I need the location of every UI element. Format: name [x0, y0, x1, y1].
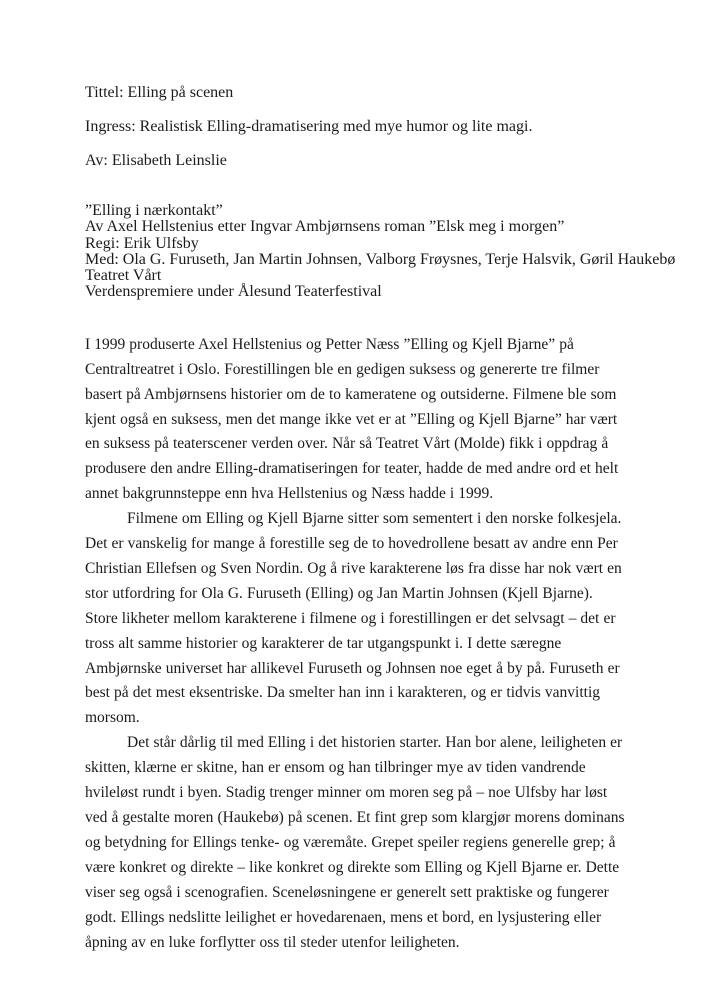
credit-line-cast: Med: Ola G. Furuseth, Jan Martin Johnsen, Valborg Frøysnes, Terje Halsvik, Gøril Haukebø: [85, 250, 676, 268]
credit-line-theatre: Teatret Vårt: [85, 267, 162, 285]
body-paragraph-2: Filmene om Elling og Kjell Bjarne sitter som sementert i den norske folkesjela. Det er vanskelig for mange å forestille seg de to hovedrollene besatt av andre enn Per Christian Ellefsen og Sven Nordin. Og å rive karakterene løs fra disse har nok vært en stor utfordring for Ola G. Furuseth (Elling) og Jan Martin Johnsen (Kjell Bjarne). Store likheter mellom karakterene i filmene og i forestillingen er det selvsagt – det er tross alt samme historier og karakterer de tar utgangspunkt i. I dette særegne Ambjørnske universet har allikevel Furuseth og Johnsen noe eget å by på. Furuseth er best på det mest eksentriske. Da smelter han inn i karakteren, og er tidvis vanvittig morsom.: [85, 510, 622, 727]
ingress-line: Ingress: Realistisk Elling-dramatisering med mye humor og lite magi.: [85, 118, 533, 135]
credit-line-premiere: Verdenspremiere under Ålesund Teaterfestival: [85, 283, 382, 301]
body-paragraph-3: Det står dårlig til med Elling i det historien starter. Han bor alene, leiligheten er skitten, klærne er skitne, han er ensom og han tilbringer mye av tiden vandrende hvileløst rundt i byen. Stadig trenger minner om moren seg på – noe Ulfsby har løst ved å gestalte moren (Haukebø) på scenen. Et fint grep som klargjør morens dominans og betydning for Ellings tenke- og væremåte. Grepet speiler regiens generelle grep; å være konkret og direkte – like konkret og direkte som Elling og Kjell Bjarne er. Dette viser seg også i scenografien. Sceneløsningene er generelt sett praktiske og fungerer godt. Ellings nedslitte leilighet er hovedarenaen, mens et bord, en lysjustering eller åpning av en luke forflytter oss til steder utenfor leiligheten.: [85, 734, 625, 951]
credit-line-director: Regi: Erik Ulfsby: [85, 234, 199, 252]
byline: Av: Elisabeth Leinslie: [85, 152, 227, 169]
credits-block: [85, 186, 676, 301]
review-body: [85, 333, 625, 956]
credit-line-production-title: ”Elling i nærkontakt”: [85, 202, 223, 219]
credit-line-playwright: Av Axel Hellstenius etter Ingvar Ambjørnsens roman ”Elsk meg i morgen”: [85, 218, 565, 236]
title-line: Tittel: Elling på scenen: [85, 84, 234, 101]
body-paragraph-1: I 1999 produserte Axel Hellstenius og Petter Næss ”Elling og Kjell Bjarne” på Centraltreatret i Oslo. Forestillingen ble en gedigen suksess og genererte tre filmer basert på Ambjørnsens historier om de to kameratene og outsiderne. Filmene ble som kjent også en suksess, men det mange ikke vet er at ”Elling og Kjell Bjarne” har vært en suksess på teaterscener verden over. Når så Teatret Vårt (Molde) fikk i oppdrag å produsere den andre Elling-dramatiseringen for teater, hadde de med andre ord et helt annet bakgrunnsteppe enn hva Hellstenius og Næss hadde i 1999.: [85, 335, 619, 503]
document-content: [85, 84, 676, 955]
